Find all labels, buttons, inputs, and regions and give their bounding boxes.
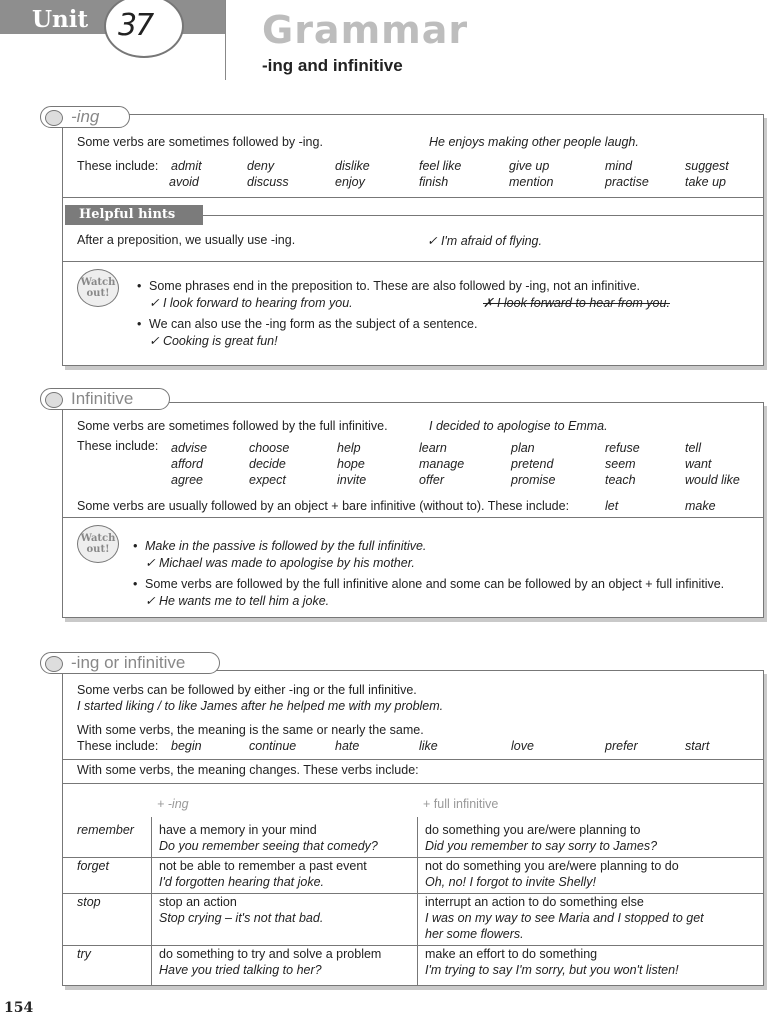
infinitive-section-heading: Infinitive (40, 388, 170, 410)
ing-meaning: do something to try and solve a problem (159, 947, 382, 961)
ing-example: I'd forgotten hearing that joke. (159, 875, 324, 889)
verb: mention (509, 175, 554, 189)
verb: pretend (511, 457, 554, 471)
verb: hate (335, 739, 360, 753)
watch-example-correct: ✓ I look forward to hearing from you. (149, 296, 353, 310)
verb: promise (511, 473, 556, 487)
verb: teach (605, 473, 636, 487)
verb: offer (419, 473, 445, 487)
watch-example: ✓ Michael was made to apologise by his mother. (145, 556, 415, 570)
inf-meaning: make an effort to do something (425, 947, 598, 961)
ing-example: Have you tried talking to her? (159, 963, 322, 977)
ing-meaning: have a memory in your mind (159, 823, 317, 837)
verb: suggest (685, 159, 729, 173)
verb: finish (419, 175, 449, 189)
verb: continue (249, 739, 297, 753)
bullet-circle-icon (45, 656, 63, 672)
verb: discuss (247, 175, 289, 189)
verb: want (685, 457, 712, 471)
verb: let (605, 499, 619, 513)
column-header-ing: + -ing (157, 797, 189, 811)
verb: take up (685, 175, 727, 189)
both-line1: Some verbs can be followed by either -ing or the full infinitive. (77, 683, 417, 697)
verb: afford (171, 457, 203, 471)
inf-example: Oh, no! I forgot to invite Shelly! (425, 875, 596, 889)
watch-example: ✓ Cooking is great fun! (149, 334, 278, 348)
column-header-infinitive: + full infinitive (423, 797, 499, 811)
ing-section (62, 114, 764, 366)
inf-include-label: These include: (77, 439, 159, 453)
page-title: Grammar (262, 8, 469, 52)
ing-or-infinitive-section (62, 670, 764, 986)
inf-example: I'm trying to say I'm sorry, but you won't listen! (425, 963, 679, 977)
verb: help (337, 441, 361, 455)
row-verb: remember (77, 823, 134, 837)
ing-or-infinitive-heading: -ing or infinitive (40, 652, 220, 674)
inf-intro: Some verbs are sometimes followed by the full infinitive. (77, 419, 388, 433)
verb: feel like (419, 159, 462, 173)
verb: tell (685, 441, 701, 455)
divider (63, 893, 763, 894)
ing-meaning: not be able to remember a past event (159, 859, 367, 873)
inf-example: Did you remember to say sorry to James? (425, 839, 658, 853)
watch-bullet: • Some phrases end in the preposition to. These are also followed by -ing, not an infinitive. (149, 279, 640, 293)
inf-example: her some flowers. (425, 927, 524, 941)
inf-meaning: interrupt an action to do something else (425, 895, 644, 909)
both-line4: With some verbs, the meaning changes. These verbs include: (77, 763, 419, 777)
verb: choose (249, 441, 290, 455)
divider (63, 759, 763, 760)
ing-example: He enjoys making other people laugh. (429, 135, 639, 149)
verb: expect (249, 473, 286, 487)
verb: start (685, 739, 710, 753)
verb: invite (337, 473, 367, 487)
verb: make (685, 499, 716, 513)
divider (63, 945, 763, 946)
both-line2: I started liking / to like James after he helped me with my problem. (77, 699, 444, 713)
watch-bullet: • Make in the passive is followed by the full infinitive. (145, 539, 426, 553)
verb: enjoy (335, 175, 365, 189)
ing-include-label: These include: (77, 159, 159, 173)
ing-intro: Some verbs are sometimes followed by -ing. (77, 135, 323, 149)
watch-example: ✓ He wants me to tell him a joke. (145, 594, 330, 608)
row-verb: try (77, 947, 91, 961)
watch-out-icon: Watch out! (77, 269, 119, 307)
verb: agree (171, 473, 203, 487)
bullet-circle-icon (45, 392, 63, 408)
ing-section-heading: -ing (40, 106, 130, 128)
divider (63, 783, 763, 784)
inf-example: I was on my way to see Maria and I stopped to get (425, 911, 704, 925)
verb: advise (171, 441, 208, 455)
verb: give up (509, 159, 550, 173)
verb: prefer (605, 739, 638, 753)
inf-example: I decided to apologise to Emma. (429, 419, 608, 433)
divider (63, 197, 763, 198)
divider (63, 517, 763, 518)
header-divider (225, 0, 226, 80)
page-number: 154 (4, 1000, 34, 1016)
verb: would like (685, 473, 740, 487)
verb: mind (605, 159, 633, 173)
ing-example: Do you remember seeing that comedy? (159, 839, 378, 853)
watch-example-wrong: ✗ I look forward to hear from you. (483, 296, 670, 310)
unit-label: Unit (32, 6, 89, 33)
hint-example: ✓ I'm afraid of flying. (427, 234, 542, 248)
verb: decide (249, 457, 286, 471)
watch-out-icon: Watch out! (77, 525, 119, 563)
verb: plan (511, 441, 535, 455)
verb: deny (247, 159, 275, 173)
ing-example: Stop crying – it's not that bad. (159, 911, 324, 925)
page-subtitle: -ing and infinitive (262, 56, 403, 75)
both-include-label: These include: (77, 739, 159, 753)
helpful-hints-tab: Helpful hints (65, 205, 203, 225)
inf-meaning: not do something you are/were planning to do (425, 859, 679, 873)
verb: avoid (169, 175, 199, 189)
verb: begin (171, 739, 202, 753)
verb: manage (419, 457, 465, 471)
ing-meaning: stop an action (159, 895, 237, 909)
table-divider (151, 817, 152, 985)
verb: love (511, 739, 534, 753)
bullet-circle-icon (45, 110, 63, 126)
hint-text: After a preposition, we usually use -ing. (77, 233, 296, 247)
verb: refuse (605, 441, 640, 455)
watch-bullet: • Some verbs are followed by the full infinitive alone and some can be followed by an object + full infinitive. (145, 577, 724, 591)
verb: learn (419, 441, 447, 455)
verb: dislike (335, 159, 370, 173)
row-verb: stop (77, 895, 101, 909)
verb: admit (171, 159, 202, 173)
divider (63, 857, 763, 858)
both-line3: With some verbs, the meaning is the same or nearly the same. (77, 723, 424, 737)
divider (203, 215, 763, 216)
watch-bullet: • We can also use the -ing form as the subject of a sentence. (149, 317, 477, 331)
unit-number: 37 (118, 8, 153, 43)
table-divider (417, 817, 418, 985)
verb: like (419, 739, 438, 753)
verb: hope (337, 457, 365, 471)
verb: seem (605, 457, 636, 471)
inf-meaning: do something you are/were planning to (425, 823, 641, 837)
row-verb: forget (77, 859, 109, 873)
infinitive-section (62, 402, 764, 618)
divider (63, 261, 763, 262)
bare-infinitive-text: Some verbs are usually followed by an object + bare infinitive (without to). These include: (77, 499, 570, 513)
verb: practise (605, 175, 649, 189)
